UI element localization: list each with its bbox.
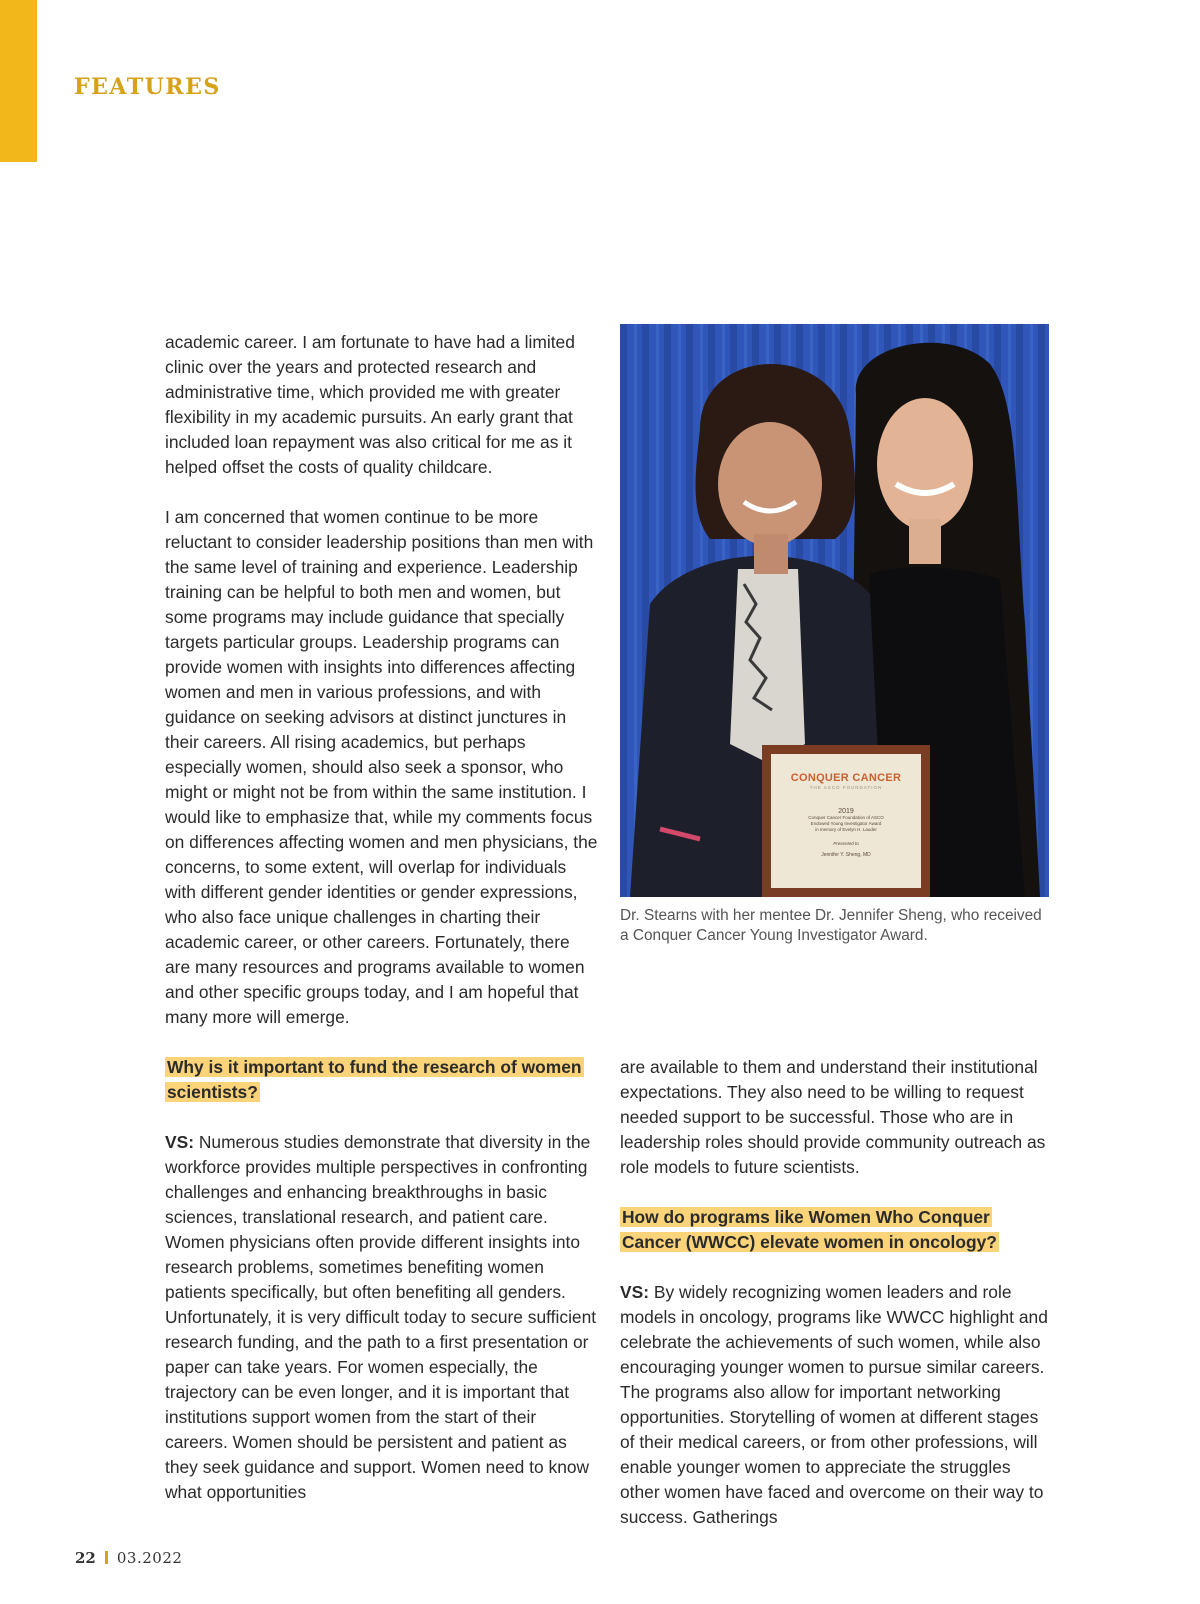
section-label: FEATURES xyxy=(74,74,221,100)
plaque-line: Conquer Cancer Foundation of ASCO xyxy=(808,815,884,820)
body-paragraph: I am concerned that women continue to be more reluctant to consider leadership positions than men with the same level of training and experience. Leadership training can be helpful to both men and women, but some programs may include guidance that specially targets particular groups. Leadership programs can provide women with insights into differences affecting women and men in various professions, and with guidance on seeking advisors at distinct junctures in their careers. All rising academics, but perhaps especially women, should also seek a sponsor, who might or might not be from within the same institution. I would like to emphasize that, while my comments focus on differences affecting women and men physicians, the concerns, to some extent, will overlap for individuals with different gender identities or gender expressions, who also face unique challenges in charting their academic career, or other careers. Fortunately, there are many resources and programs available to women and other specific groups today, and I am hopeful that many more will emerge. xyxy=(165,507,598,1027)
plaque-subtitle: THE ASCO FOUNDATION xyxy=(809,785,883,790)
award-plaque xyxy=(762,745,930,897)
issue-date: 03.2022 xyxy=(116,1549,183,1567)
award-photo xyxy=(620,324,1049,897)
plaque-recipient: Jennifer Y. Sheng, MD xyxy=(821,852,871,858)
page-footer xyxy=(75,1549,182,1567)
body-paragraph: are available to them and understand their institutional expectations. They also need to be willing to request needed support to be successful. Those who are in leadership roles should provide community outreach as role models to future scientists. xyxy=(620,1057,1046,1177)
interview-question xyxy=(620,1205,1050,1255)
plaque-line: Endowed Young Investigator Award xyxy=(810,821,882,826)
answer-speaker: VS: xyxy=(165,1132,194,1152)
interview-question xyxy=(165,1055,598,1105)
plaque-presented: Presented to xyxy=(833,841,859,846)
plaque-line: in memory of Evelyn H. Lauder xyxy=(815,827,877,832)
plaque-logo: CONQUER CANCER xyxy=(790,772,902,784)
question-highlight: How do programs like Women Who Conquer Cancer (WWCC) elevate women in oncology? xyxy=(622,1207,997,1252)
interview-answer xyxy=(620,1280,1050,1530)
footer-divider xyxy=(105,1551,108,1564)
question-highlight: Why is it important to fund the research of women scientists? xyxy=(167,1057,582,1102)
interview-answer xyxy=(165,1130,598,1505)
plaque-year: 2019 xyxy=(838,808,854,815)
page-number: 22 xyxy=(75,1549,96,1567)
section-color-tab xyxy=(0,0,37,162)
answer-text: By widely recognizing women leaders and role models in oncology, programs like WWCC highlight and celebrate the achievements of such women, while also encouraging younger women to pursue similar careers. The programs also allow for important networking opportunities. Storytelling of women at different stages of their medical careers, or from other professions, will enable younger women to appreciate the struggles other women have faced and overcome on their way to success. Gatherings xyxy=(620,1282,1048,1527)
answer-text: Numerous studies demonstrate that diversity in the workforce provides multiple perspectives in confronting challenges and enhancing breakthroughs in basic sciences, translational research, and patient care. Women physicians often provide different insights into research problems, sometimes benefiting women patients specifically, but often benefiting all genders. Unfortunately, it is very difficult today to secure sufficient research funding, and the path to a first presentation or paper can take years. For women especially, the trajectory can be even longer, and it is important that institutions support women from the start of their careers. Women should be persistent and patient as they seek guidance and support. Women need to know what opportunities xyxy=(165,1132,597,1502)
right-column xyxy=(620,1055,1050,1555)
body-paragraph: academic career. I am fortunate to have had a limited clinic over the years and protected research and administrative time, which provided me with greater flexibility in my academic pursuits. An early grant that included loan repayment was also critical for me as it helped offset the costs of quality childcare. xyxy=(165,332,575,477)
answer-speaker: VS: xyxy=(620,1282,649,1302)
photo-caption: Dr. Stearns with her mentee Dr. Jennifer Sheng, who received a Conquer Cancer Young Investigator Award. xyxy=(620,907,1042,944)
left-column xyxy=(165,330,598,1530)
